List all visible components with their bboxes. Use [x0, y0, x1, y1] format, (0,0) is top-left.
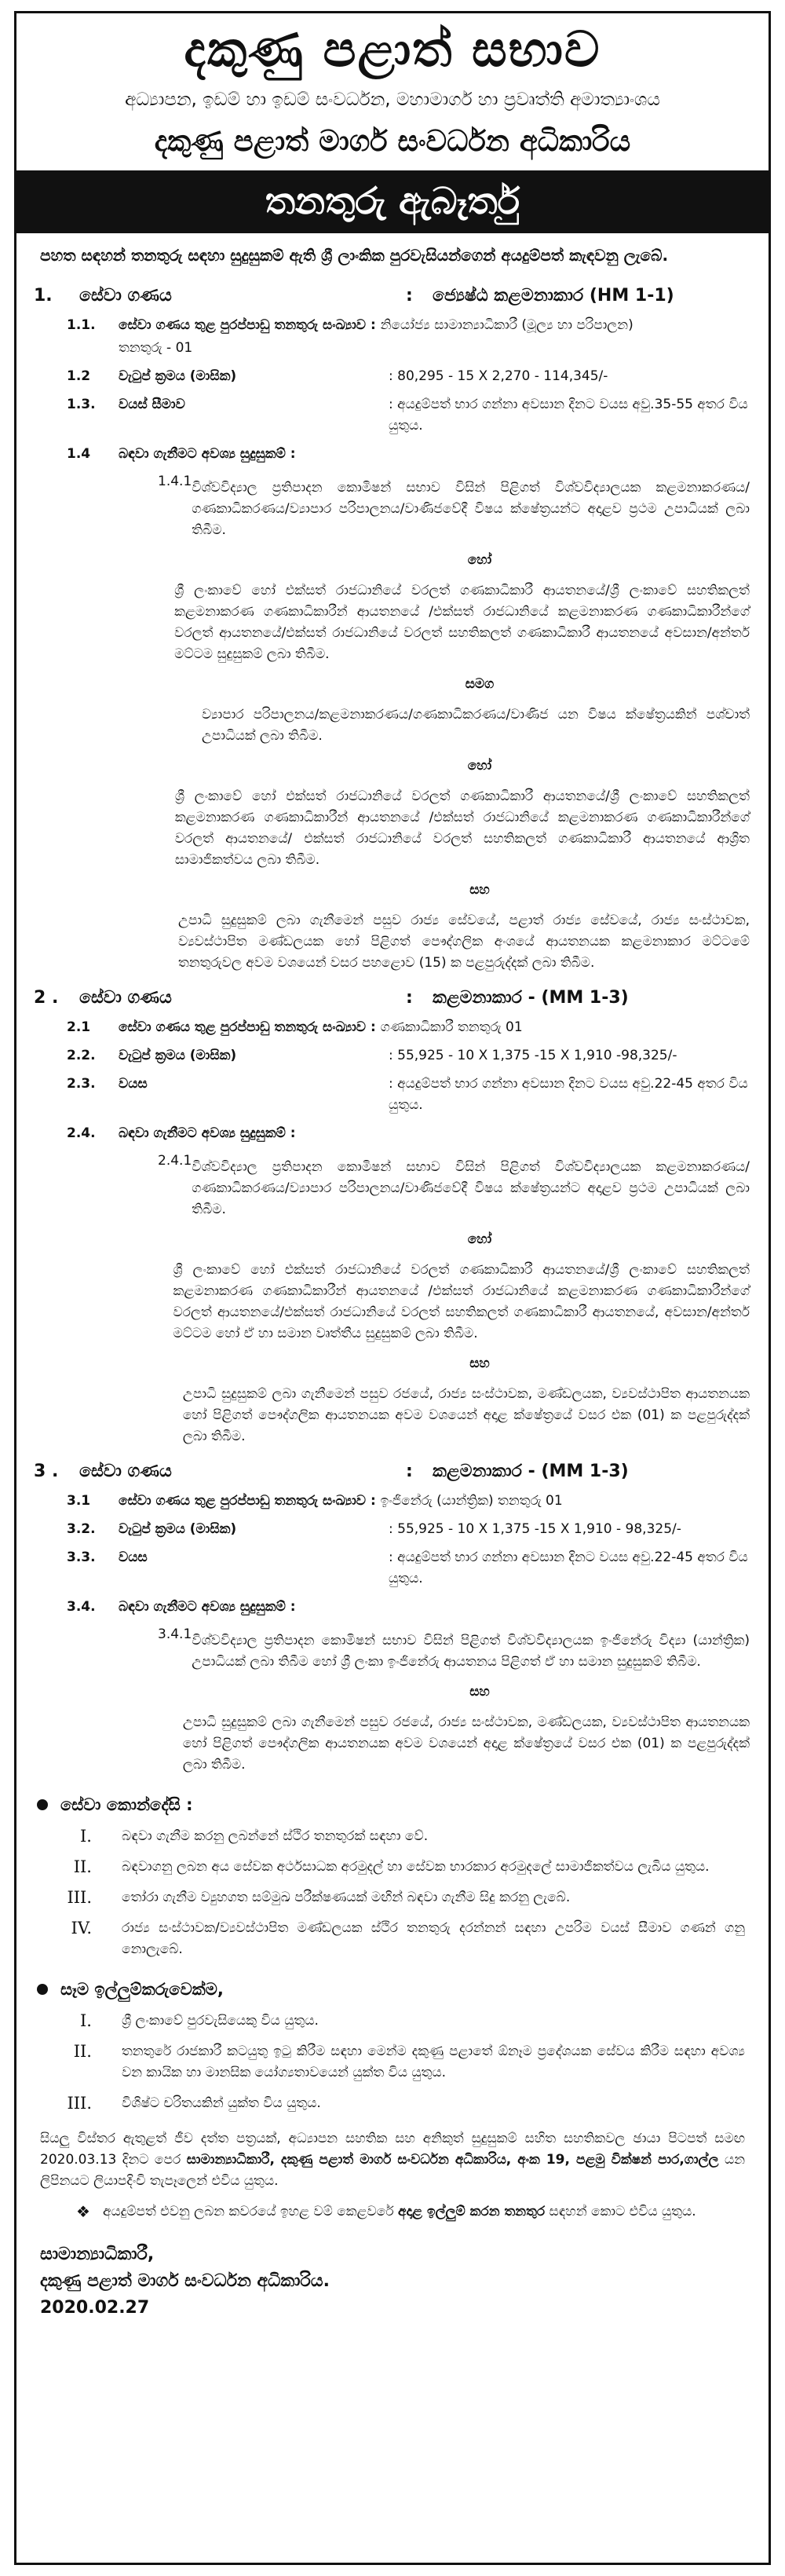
qualification-number — [158, 1378, 183, 1447]
section-colon: : — [406, 286, 413, 306]
section-label: සේවා ගණය — [79, 286, 172, 306]
roman-numeral: I. — [80, 2011, 92, 2030]
row-number: 2.4. — [67, 1125, 96, 1141]
age-row — [16, 1074, 769, 1116]
closing-text-a: සියලු විස්තර ඇතුළත් ජීව දත්ත පත්‍රයක්, අධ්‍යාපන සහතික සහ අනිකුත් සුදුසුකම් සහිත සහතිකවල ඡායා පිටපත් සමඟ 2020.03.13 දිනට පෙර — [40, 2131, 745, 2168]
section-heading — [16, 1460, 769, 1484]
salary-label: වැටුප් ක්‍රමය (මාසික) — [119, 1048, 237, 1063]
list-item — [16, 2011, 769, 2032]
list-item-text: රාජ්‍ය සංස්ථාවක/ව්‍යවස්ථාපිත මණ්ඩලයක ස්ථිර තනතුරු දරන්නන් සඳහා උපරිම වයස් සීමාව ගණන් ගනු නොලැබේ. — [122, 1920, 745, 1957]
note-text-a: අයදුම්පත් එවනු ලබන කවරයේ ඉහළ වම් කෙළවරේ — [103, 2204, 399, 2219]
section-number: 2 . — [34, 988, 59, 1008]
row-number: 1.4 — [67, 446, 91, 462]
age-label: වයස — [119, 1550, 148, 1565]
qualification-text: උපාධි සුදුසුකම් ලබා ගැනීමෙන් පසුව රජයේ, රාජ්‍ය සංස්ථාවක, මණ්ඩලයක, ව්‍යවස්ථාපිත ආයතනයක හෝ පිළිගත් පෞද්ගලික ආයතනයක අවම වශයෙන් අදාළ ක්ෂේත්‍රයේ වසර එක (01) ක පළපුරුද්දක් ලබා තිබීම. — [182, 1714, 750, 1773]
section-colon: : — [406, 1462, 413, 1481]
vacancy-row — [16, 1017, 769, 1038]
qualification-number — [158, 780, 175, 871]
row-number: 3.3. — [67, 1550, 96, 1565]
applicants-heading — [16, 1978, 769, 2001]
signoff-org: දකුණු පළාත් මාර්ග සංවර්ධන අධිකාරිය. — [40, 2271, 330, 2291]
council-title: දකුණු පළාත් සභාව — [184, 20, 601, 78]
list-item — [16, 1826, 769, 1847]
qualification-number — [158, 904, 178, 974]
qualification-number: 2.4.1 — [158, 1153, 192, 1169]
roman-numeral: II. — [73, 2042, 92, 2061]
row-number: 2.3. — [67, 1076, 96, 1092]
age-value: : අයදුම්පත් භාර ගන්නා අවසාන දිනට වයස අවු.22-45 අතර විය යුතුය. — [389, 1076, 748, 1113]
vacancy-label — [119, 1491, 769, 1512]
salary-label: වැටුප් ක්‍රමය (මාසික) — [119, 1521, 237, 1537]
note-text-b: සඳහන් කොට එවිය යුතුය. — [545, 2204, 696, 2219]
qualification-text: ශ්‍රී ලංකාවේ හෝ එක්සත් රාජධානියේ වරලත් ගණකාධිකාරී ආයතනයේ/ශ්‍රී ලංකාවේ සහතිකලත් කළමනාකරණ ගණකාධිකාරීන් ආයතනයේ /එක්සත් රාජධානියේ කළමනාකරණ ගණකාධිකාරීන්ගේ වරලත් ආයතනයේ/ එක්සත් රාජධානියේ වරලත් සහතිකලත් ගණකාධිකාරී ආයතනයේ ආශ්‍රිත සාමාජිකත්වය ලබා තිබීම. — [174, 789, 750, 868]
qualifications-list — [158, 471, 750, 974]
salary-row — [16, 366, 769, 387]
qualifications-label: බඳවා ගැනීමට අවශ්‍ය සුදුසුකම් : — [119, 1599, 296, 1615]
list-item — [16, 1887, 769, 1908]
section-service-grade: ජ්‍යෙෂ්ඨ කළමනාකාර (HM 1-1) — [433, 286, 674, 306]
list-item-text: ශ්‍රී ලංකාවේ පුරවැසියෙකු විය යුතුය. — [122, 2013, 319, 2029]
closing-paragraph — [16, 2114, 769, 2192]
advertisement-page — [14, 11, 771, 2565]
qualifications-label: බඳවා ගැනීමට අවශ්‍ය සුදුසුකම් : — [119, 446, 296, 462]
salary-value: : 55,925 - 10 X 1,375 -15 X 1,910 - 98,325/- — [389, 1521, 681, 1537]
qualification-item — [182, 1378, 750, 1447]
roman-numeral: III. — [67, 2094, 92, 2113]
salary-value: : 55,925 - 10 X 1,375 -15 X 1,910 -98,325/- — [389, 1048, 677, 1063]
signoff — [16, 2241, 769, 2322]
age-value: : අයදුම්පත් භාර ගන්නා අවසාන දිනට වයස අවු.22-45 අතර විය යුතුය. — [389, 1550, 748, 1586]
qualification-separator: සහ — [469, 1684, 490, 1700]
closing-address: සාමාන්‍යාධිකාරී, දකුණු පළාත් මාර්ග සංවර්ධන අධිකාරිය, අංක 19, පළමු වික්ෂන් පාර,ගාල්ල — [186, 2152, 719, 2168]
list-item — [16, 2041, 769, 2084]
conditions-heading — [16, 1793, 769, 1817]
list-item — [16, 2093, 769, 2114]
signoff-title: සාමාන්‍යාධිකාරී, — [40, 2245, 155, 2264]
age-label: වයස් සීමාව — [119, 397, 185, 412]
header — [16, 16, 769, 163]
vacancy-label-text: සේවා ගණය තුළ පුරප්පාඩු තනතුරු සංඛ්‍යාව : — [119, 317, 376, 333]
qualification-text: ව්‍යාපාර පරිපාලනය/කළමනාකරණය/ගණකාධිකරණය/වාණිජ යන විෂය ක්ෂේත්‍රයකින් පශ්චාත් උපාධියක් ලබා තිබීම. — [201, 707, 750, 744]
authority-title: දකුණු පළාත් මාර්ග සංවර්ධන අධිකාරිය — [154, 124, 631, 158]
qualification-number — [158, 1253, 173, 1345]
roman-numeral: II. — [73, 1857, 92, 1876]
envelope-note — [16, 2201, 769, 2223]
qualification-item — [158, 471, 750, 541]
bullet-icon — [37, 1984, 48, 1995]
qualification-text: විශ්වවිද්‍යාල ප්‍රතිපාදන කොමිෂන් සභාව විසින් පිළිගත් විශ්වවිද්‍යාලයක ඉංජිනේරු විද්‍යා (යාන්ත්‍රික) උපාධියක් ලබා තිබීම හෝ ශ්‍රී ලංකා ඉංජිනේරු ආයතනය පිළිගත් ඒ හා සමාන සුදුසුකම් තිබීම. — [192, 1633, 750, 1670]
applicants-list — [16, 2011, 769, 2114]
qualifications-heading — [16, 1597, 769, 1618]
qualification-text: ශ්‍රී ලංකාවේ හෝ එක්සත් රාජධානියේ වරලත් ගණකාධිකාරී ආයතනයේ/ශ්‍රී ලංකාවේ සහතිකලත් කළමනාකරණ ගණකාධිකාරීන් ආයතනයේ /එක්සත් රාජධානියේ කළමනාකරණ ගණකාධිකාරීන්ගේ වරලත් ආයතනයේ/එක්සත් රාජධානියේ වරලත් සහතිකලත් ගණකාධිකාරී ආයතනයේ අවසාන/අන්තර් මට්ටම සුදුසුකම් ලබා තිබීම. — [174, 583, 750, 662]
qualification-number — [158, 574, 174, 665]
qualification-text: විශ්වවිද්‍යාල ප්‍රතිපාදන කොමිෂන් සභාව විසින් පිළිගත් විශ්වවිද්‍යාලයක කළමනාකරණය/ ගණකාධිකරණය/ව්‍යාපාර පරිපාලනය/වාණිජවේදී විෂය ක්ෂේත්‍රයන්ට අදාළව ප්‍රථම උපාධියක් ලබා තිබීම. — [192, 1159, 750, 1217]
applicants-title: සෑම ඉල්ලුම්කරුවෙක්ම, — [60, 1980, 224, 1999]
vacancy-label — [119, 1017, 769, 1038]
roman-numeral: IV. — [71, 1919, 92, 1937]
list-item-text: විශිෂ්ට චරිතයකින් යුක්ත විය යුතුය. — [122, 2095, 321, 2111]
qualification-number — [158, 698, 202, 747]
qualifications-list — [158, 1624, 750, 1776]
vacancy-label-text: සේවා ගණය තුළ පුරප්පාඩු තනතුරු සංඛ්‍යාව : — [119, 1019, 376, 1035]
vacancy-row — [16, 315, 769, 336]
vacancy-post: ගණකාධිකාරී තනතුරු 01 — [380, 1019, 523, 1035]
vacancy-row — [16, 1491, 769, 1512]
signoff-date: 2020.02.27 — [40, 2298, 150, 2318]
roman-numeral: I. — [80, 1827, 92, 1846]
section-service-grade: කළමනාකාර - (MM 1-3) — [433, 988, 629, 1008]
qualification-item — [158, 1151, 750, 1220]
age-label: වයස — [119, 1076, 148, 1092]
list-item-text: තනතුරේ රාජකාරී කටයුතු ඉටු කිරීම සඳහා මෙන්ම දකුණු පළාතේ ඕනෑම ප්‍රදේශයක සේවය කිරීම සඳහා අවශ්‍ය වන කායික හා මානසික යෝග්‍යතාවයෙන් යුක්ත විය යුතුය. — [122, 2044, 745, 2080]
section-label: සේවා ගණය — [79, 1462, 172, 1481]
qualification-item — [173, 1253, 750, 1345]
qualification-separator: හෝ — [467, 758, 492, 774]
qualification-text: ශ්‍රී ලංකාවේ හෝ එක්සත් රාජධානියේ වරලත් ගණකාධිකාරී ආයතනයේ/ශ්‍රී ලංකාවේ සහතිකලත් කළමනාකරණ ගණකාධිකාරීන් ආයතනයේ /එක්සත් රාජධානියේ කළමනාකරණ ගණකාධිකාරීන්ගේ වරලත් ආයතනයේ/එක්සත් රාජධානියේ වරලත් සහතිකලත් ගණකාධිකාරී ආයතනයේ, අවසාන/අන්තර් මට්ටම හෝ ඒ හා සමාන වෘත්තීය සුදුසුකම් ලබා තිබීම. — [173, 1262, 750, 1341]
salary-label: වැටුප් ක්‍රමය (මාසික) — [119, 368, 237, 384]
row-number: 1.2 — [67, 368, 91, 384]
vacancy-post: ඉංජිනේරු (යාන්ත්‍රික) තනතුරු 01 — [380, 1493, 563, 1509]
salary-value: : 80,295 - 15 X 2,270 - 114,345/- — [389, 368, 608, 384]
qualification-number: 1.4.1 — [158, 474, 192, 489]
qualification-number — [158, 1706, 183, 1776]
bullet-icon — [37, 1799, 48, 1810]
section-number: 1. — [34, 286, 53, 306]
list-item — [16, 1857, 769, 1878]
qualification-item — [201, 698, 750, 747]
row-number: 1.1. — [67, 317, 96, 333]
ministry-title: අධ්‍යාපන, ඉඩම් හා ඉඩම් සංවර්ධන, මහාමාර්ග හා ප්‍රවෘත්ති අමාත්‍යාංශය — [125, 90, 660, 110]
list-item-text: බඳවා ගැනීම කරනු ලබන්නේ ස්ථිර තනතුරක් සඳහා වේ. — [122, 1828, 429, 1844]
qualification-separator: හෝ — [467, 552, 492, 568]
roman-numeral: III. — [67, 1888, 92, 1907]
note-text-bold: අදාළ ඉල්ලුම් කරන තනතුර — [398, 2204, 546, 2219]
row-number: 3.2. — [67, 1521, 96, 1537]
list-item-text: බඳවාගනු ලබන අය සේවක අර්ථසාධක අරමුදල් හා සේවක භාරකාර අරමුදලේ සාමාජිකත්වය ලැබිය යුතුය. — [122, 1859, 710, 1875]
qualifications-label: බඳවා ගැනීමට අවශ්‍ය සුදුසුකම් : — [119, 1125, 296, 1141]
vacancy-label-text: සේවා ගණය තුළ පුරප්පාඩු තනතුරු සංඛ්‍යාව : — [119, 1493, 376, 1509]
section-number: 3 . — [34, 1462, 59, 1481]
qualification-separator: හෝ — [467, 1231, 492, 1247]
qualification-item — [174, 780, 750, 871]
row-number: 3.4. — [67, 1599, 96, 1615]
row-number: 1.3. — [67, 397, 96, 412]
qualification-separator: සහ — [469, 882, 490, 898]
qualification-item — [182, 1706, 750, 1776]
intro-text: පහත සඳහන් තනතුරු සඳහා සුදුසුකම් ඇති ශ්‍රී ලාංකික පුරවැසියන්ගෙන් අයදුම්පත් කැඳවනු ලැබේ. — [40, 246, 669, 265]
salary-row — [16, 1045, 769, 1067]
vacancy-post: නියෝජ්‍ය සාමාන්‍යාධිකාරී (මූල්‍ය හා පරිපාලන) — [380, 317, 633, 333]
age-value: : අයදුම්පත් භාර ගන්නා අවසාන දිනට වයස අවු.35-55 අතර විය යුතුය. — [389, 397, 748, 434]
section-heading — [16, 284, 769, 308]
note-text — [103, 2201, 745, 2223]
qualification-text: විශ්වවිද්‍යාල ප්‍රතිපාදන කොමිෂන් සභාව විසින් පිළිගත් විශ්වවිද්‍යාලයක කළමනාකරණය/ ගණකාධිකරණය/ව්‍යාපාර පරිපාලනය/වාණිජවේදී විෂය ක්ෂේත්‍රයන්ට අදාළව ප්‍රථම උපාධියක් ලබා තිබීම. — [192, 480, 750, 538]
salary-row — [16, 1519, 769, 1540]
diamond-bullet-icon: ❖ — [76, 2202, 90, 2221]
row-number: 2.2. — [67, 1048, 96, 1063]
section-heading — [16, 986, 769, 1010]
age-row — [16, 394, 769, 437]
qualifications-list — [158, 1151, 750, 1447]
qualification-separator: සහ — [469, 1356, 490, 1371]
section-service-grade: කළමනාකාර - (MM 1-3) — [433, 1462, 629, 1481]
qualification-text: උපාධි සුදුසුකම් ලබා ගැනීමෙන් පසුව රාජ්‍ය සේවයේ, පළාත් රාජ්‍ය සේවයේ, රාජ්‍ය සංස්ථාවක, ව්‍යවස්ථාපිත මණ්ඩලයක හෝ පිළිගත් පෞද්ගලික අංශයේ ආයතනයක කළමනාකාර මට්ටමේ තනතුරුවල අවම වශයෙන් වසර පහළොව (15) ක පළපුරුද්දක් ලබා තිබීම. — [178, 913, 750, 971]
section-colon: : — [406, 988, 413, 1008]
sections — [16, 284, 769, 1776]
list-item-text: තෝරා ගැනීම ව්‍යුහගත සම්මුඛ පරීක්ෂණයක් මඟින් බඳවා ගැනීම සිදු කරනු ලැබේ. — [122, 1890, 571, 1905]
list-item — [16, 1918, 769, 1960]
qualifications-heading — [16, 1123, 769, 1144]
qualification-item — [158, 1624, 750, 1673]
closing-text-b: යන ලිපිනයට ලියාපදිංචි තැපෑලෙන් එවිය යුතුය. — [40, 2152, 746, 2189]
qualification-separator: සමග — [465, 676, 495, 692]
vacancies-banner: තනතුරු ඇබෑර්තු — [16, 170, 769, 233]
qualifications-heading — [16, 444, 769, 465]
row-number: 2.1 — [67, 1019, 91, 1035]
section-label: සේවා ගණය — [79, 988, 172, 1008]
qualification-text: උපාධි සුදුසුකම් ලබා ගැනීමෙන් පසුව රජයේ, රාජ්‍ය සංස්ථාවක, මණ්ඩලයක, ව්‍යවස්ථාපිත ආයතනයක හෝ පිළිගත් පෞද්ගලික ආයතනයක අවම වශයෙන් අදාළ ක්ෂේත්‍රයේ වසර එක (01) ක පළපුරුද්දක් ලබා තිබීම. — [182, 1386, 750, 1444]
age-row — [16, 1547, 769, 1590]
row-number: 3.1 — [67, 1493, 91, 1509]
qualification-number: 3.4.1 — [158, 1626, 192, 1642]
conditions-title: සේවා කොන්දේසි : — [60, 1795, 193, 1814]
post-count: තනතුරු - 01 — [119, 340, 193, 356]
conditions-list — [16, 1826, 769, 1960]
vacancy-label — [119, 315, 769, 336]
qualification-item — [174, 574, 750, 665]
qualification-item — [178, 904, 750, 974]
